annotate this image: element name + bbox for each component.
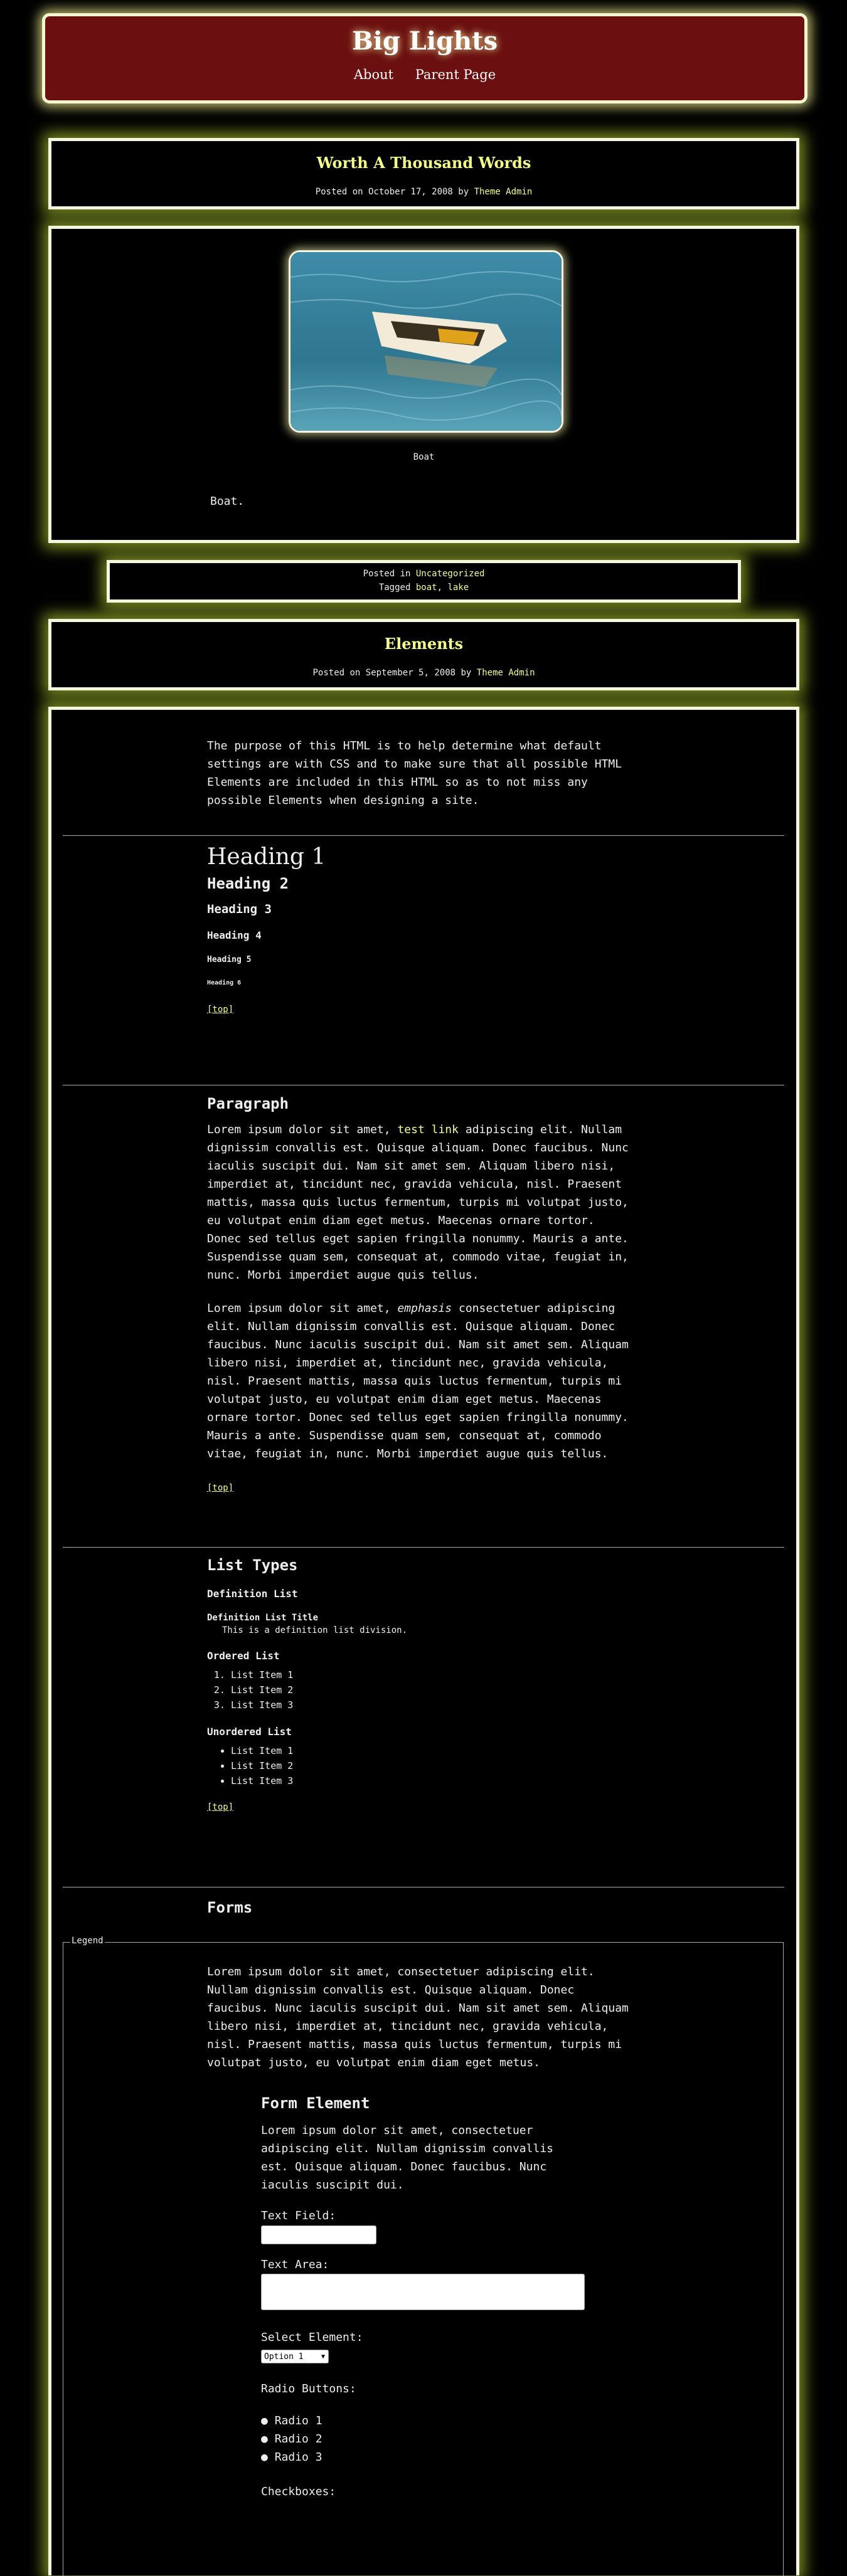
select-label: Select Element: [261,2330,363,2344]
top-link[interactable]: [top] [207,1802,234,1812]
post-footer-worth: Posted in Uncategorized Tagged boat, lake [107,560,741,603]
site-title[interactable]: Big Lights [351,26,498,56]
text-area[interactable] [261,2274,585,2310]
forms-heading: Forms [207,1899,253,1916]
radio-icon: ● [261,2450,268,2464]
form-element [261,2094,600,2501]
paragraph-section [207,1095,634,1497]
author-link[interactable]: Theme Admin [474,187,533,197]
ordered-list-heading: Ordered List [207,1650,280,1662]
list-heading: List Types [207,1556,298,1574]
nav-about[interactable]: About [353,67,394,82]
list-item: 2. List Item 2 [231,1682,634,1697]
intro-text: The purpose of this HTML is to help determine what default settings are with CSS and to make sure that all possible HTML Elements are included in this HTML so as to not miss any possible Elements when designing a site. [207,739,622,807]
post-header-elements [48,619,799,690]
post-header-worth [48,138,799,209]
fieldset-legend: Legend [72,1936,104,1946]
list-item: • List Item 2 [231,1758,634,1773]
forms-paragraph: Lorem ipsum dolor sit amet, consectetuer adipiscing elit. Nullam dignissim convallis est. Quisque aliquam. Donec faucibus. Nunc iaculis suscipit dui. Nam sit amet sem. Aliquam libero nisi, imperdiet at, tincidunt nec, gravida vehicula, nisl. Praesent mattis, massa quis luctus fermentum, turpis mi volutpat justo, eu volutpat enim diam eget metus. [207,1965,629,2069]
definition-desc: This is a definition list division. [222,1625,408,1635]
divider [63,1547,784,1548]
paragraph-1: Lorem ipsum dolor sit amet, test link adipiscing elit. Nullam dignissim convallis est. Quisque aliquam. Donec faucibus. Nunc iaculis suscipit dui. Nam sit amet sem. Aliquam libero nisi, imperdiet at, tincidunt nec, gravida vehicula, nisl. Praesent mattis, massa quis luctus fermentum, turpis mi volutpat justo, eu volutpat enim diam eget metus. Maecenas ornare tortor. Donec sed tellus eget sapien fringilla nonummy. Mauris a ante. Suspendisse quam sem, consequat at, commodo vitae, feugiat in, nunc. Morbi imperdiet augue quis tellus. [207,1123,629,1282]
image-caption: Boat [413,452,435,462]
list-item: • List Item 3 [231,1773,634,1788]
category-link[interactable]: Uncategorized [415,569,485,579]
post-body-worth [48,226,799,543]
nav-parent-page[interactable]: Parent Page [415,67,496,82]
ordered-list [231,1667,634,1713]
heading-4: Heading 4 [207,929,262,941]
post-title[interactable]: Worth A Thousand Words [316,154,531,172]
post-text: Boat. [210,495,245,508]
boat-image [289,250,563,433]
divider [63,835,784,836]
definition-title: Definition List Title [207,1613,319,1623]
tag-link-boat[interactable]: boat [415,583,437,593]
text-field[interactable] [261,2225,376,2244]
definition-list-heading: Definition List [207,1588,298,1600]
heading-2: Heading 2 [207,875,289,892]
headings-section [207,844,634,1019]
list-section [207,1556,634,1817]
top-link[interactable]: [top] [207,1005,234,1015]
unordered-list [231,1743,634,1788]
radio-option-3[interactable]: ● Radio 3 [261,2450,322,2464]
checkbox-label: Checkboxes: [261,2484,336,2498]
form-element-heading: Form Element [261,2094,370,2112]
radio-option-1[interactable]: ● Radio 1 [261,2414,322,2427]
radio-label: Radio Buttons: [261,2382,356,2395]
heading-3: Heading 3 [207,902,272,916]
radio-group [261,2412,600,2466]
form-element-paragraph: Lorem ipsum dolor sit amet, consectetuer adipiscing elit. Nullam dignissim convallis est. Quisque aliquam. Donec faucibus. Nunc iaculis suscipit dui. [261,2124,553,2192]
post-meta: Posted on October 17, 2008 by Theme Admin [315,187,533,197]
radio-option-2[interactable]: ● Radio 2 [261,2432,322,2446]
top-link[interactable]: [top] [207,1483,234,1493]
author-link[interactable]: Theme Admin [476,668,535,678]
text-area-label: Text Area: [261,2257,329,2271]
list-item: 3. List Item 3 [231,1697,634,1713]
post-title[interactable]: Elements [384,635,464,653]
chevron-down-icon: ▼ [321,2353,325,2360]
unordered-list-heading: Unordered List [207,1726,292,1738]
paragraph-2: Lorem ipsum dolor sit amet, emphasis consectetuer adipiscing elit. Nullam dignissim convallis est. Quisque aliquam. Donec faucibus. Nunc iaculis suscipit dui. Nam sit amet sem. Aliquam libero nisi, imperdiet at, tincidunt nec, gravida vehicula, nisl. Praesent mattis, massa quis luctus fermentum, turpis mi volutpat justo, eu volutpat enim diam eget metus. Maecenas ornare tortor. Donec sed tellus eget sapien fringilla nonummy. Mauris a ante. Suspendisse quam sem, consequat at, commodo vitae, feugiat in, nunc. Morbi imperdiet augue quis tellus. [207,1302,629,1460]
list-item: • List Item 1 [231,1743,634,1758]
heading-1: Heading 1 [207,844,326,870]
heading-6: Heading 6 [207,979,242,986]
tag-link-lake[interactable]: lake [447,583,469,593]
paragraph-heading: Paragraph [207,1095,289,1112]
heading-5: Heading 5 [207,955,252,964]
list-item: 1. List Item 1 [231,1667,634,1682]
post-meta: Posted on September 5, 2008 by Theme Admin [312,668,535,678]
site-header [42,13,807,103]
main-nav [45,67,804,82]
test-link[interactable]: test link [397,1123,459,1136]
radio-icon: ● [261,2432,268,2446]
select-element[interactable]: Option 1 ▼ [261,2350,329,2363]
text-field-label: Text Field: [261,2209,336,2222]
radio-icon: ● [261,2414,268,2427]
